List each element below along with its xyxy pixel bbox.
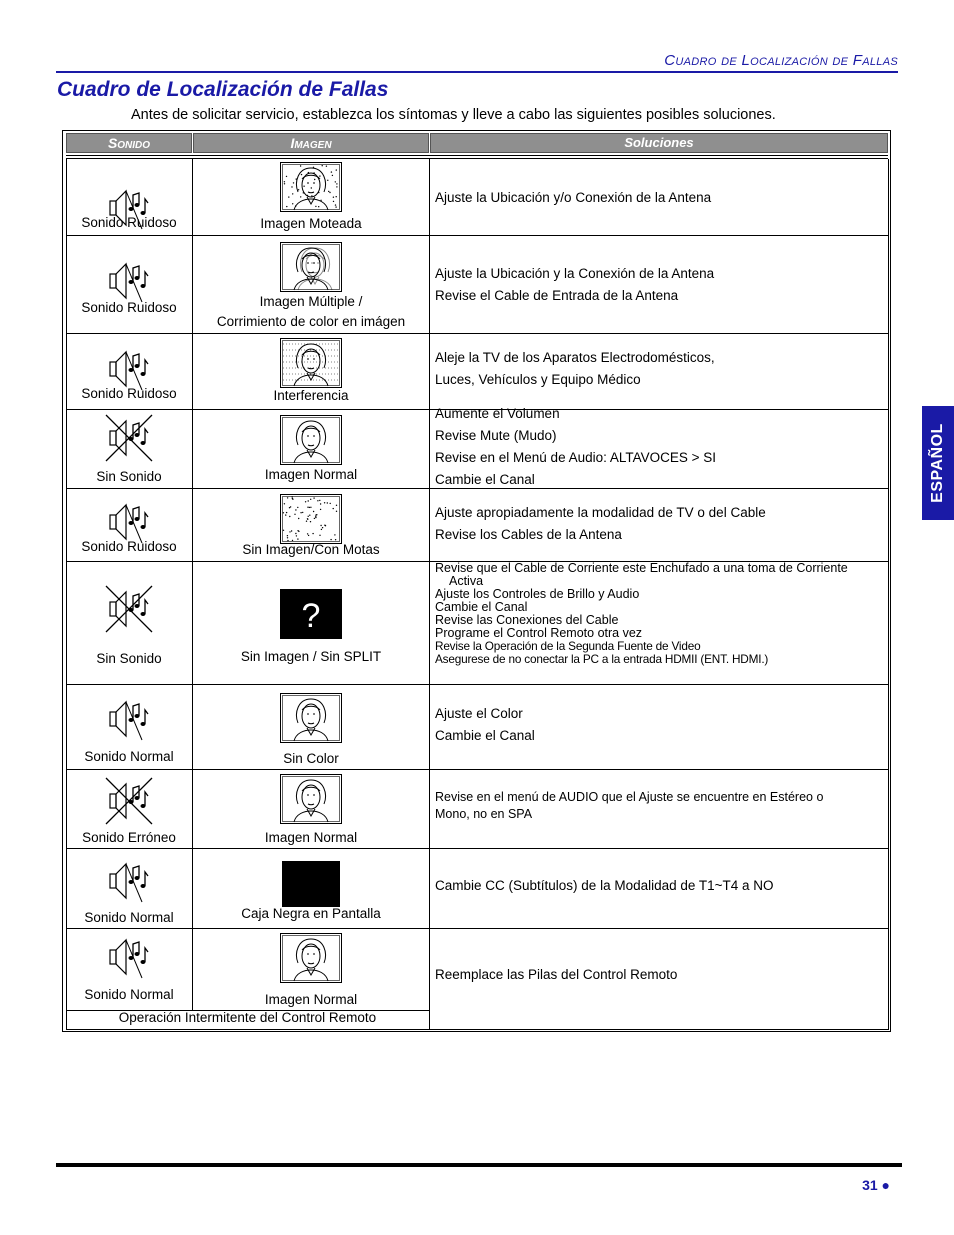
- language-tab: [922, 406, 954, 520]
- solution-item: Cambie el Canal: [435, 472, 535, 487]
- image-label: Imagen Normal: [264, 830, 358, 845]
- image-cell: [193, 562, 429, 684]
- solution-item: Cambie el Canal: [435, 600, 528, 614]
- speaker-icon: [104, 932, 154, 982]
- solution-item: Revise la Operación de la Segunda Fuente de Video: [435, 639, 701, 653]
- solution-item: Ajuste el Color: [435, 706, 523, 721]
- solution-item: Ajuste apropiadamente la modalidad de TV o del Cable: [435, 505, 766, 520]
- tv-normal-icon: [280, 415, 342, 465]
- table-row: [66, 406, 888, 488]
- speaker-noisy-icon: [104, 256, 154, 306]
- solutions-cell: [435, 489, 885, 561]
- image-label: Sin Imagen / Sin SPLIT: [240, 649, 382, 664]
- tv-normal-icon: [280, 774, 342, 824]
- running-header: Cuadro de Localización de Fallas: [664, 52, 898, 69]
- solution-item: Revise las Conexiones del Cable: [435, 613, 619, 627]
- solution-item: Cambie CC (Subtítulos) de la Modalidad de T1~T4 a NO: [435, 878, 774, 893]
- solutions-cell: [435, 562, 885, 684]
- image-label: Imagen Normal: [264, 467, 358, 482]
- image-label: Interferencia: [273, 388, 349, 403]
- column-header-solutions: Soluciones: [430, 133, 888, 153]
- table-row: [66, 685, 888, 769]
- sound-label: Sonido Ruidoso: [81, 386, 177, 401]
- sound-label: Sin Sonido: [96, 651, 162, 666]
- table-row: [66, 236, 888, 333]
- sound-label: Sin Sonido: [96, 469, 162, 484]
- image-cell: [193, 489, 429, 561]
- solution-item: Ajuste la Ubicación y/o Conexión de la Antena: [435, 190, 712, 205]
- table-row: [66, 489, 888, 561]
- column-header-sound: Sonido: [66, 133, 192, 153]
- image-label: Imagen Múltiple /: [259, 294, 363, 309]
- table-row: [66, 849, 888, 928]
- image-label: Sin Imagen/Con Motas: [242, 542, 380, 557]
- language-tab-label: ESPAÑOL: [929, 423, 946, 503]
- solutions-cell: [435, 406, 885, 488]
- solution-item: Activa: [449, 574, 484, 588]
- sound-cell: [66, 159, 192, 235]
- solution-item: Reemplace las Pilas del Control Remoto: [435, 967, 678, 982]
- image-cell: [193, 410, 429, 488]
- footer-rule: [56, 1163, 902, 1167]
- sound-cell: [66, 849, 192, 928]
- speaker-icon: [104, 856, 154, 906]
- row-footer-label: Operación Intermitente del Control Remoto: [118, 1010, 377, 1025]
- sound-cell: [66, 236, 192, 333]
- column-header-image: Imagen: [193, 133, 429, 153]
- solution-item: Aumente el Volumen: [435, 406, 560, 421]
- speaker-crossed-icon: [104, 413, 154, 463]
- image-cell: [193, 685, 429, 769]
- sound-label: Sonido Erróneo: [82, 830, 176, 845]
- sound-cell: [66, 489, 192, 561]
- tv-normal-icon: [280, 693, 342, 743]
- tv-speckled-icon: [280, 162, 342, 212]
- table-row: [66, 334, 888, 409]
- speaker-crossed-icon: [104, 776, 154, 826]
- image-label: Imagen Moteada: [260, 216, 362, 231]
- solutions-cell: [435, 685, 885, 769]
- solution-item: Revise en el menú de AUDIO que el Ajuste se encuentre en Estéreo o: [435, 790, 824, 804]
- solution-item: Cambie el Canal: [435, 728, 535, 743]
- header-rule: [56, 71, 898, 73]
- image-cell: [193, 334, 429, 409]
- sound-label: Sonido Ruidoso: [81, 300, 177, 315]
- solutions-cell: [435, 849, 885, 928]
- table-row: [66, 770, 888, 848]
- image-label: Sin Color: [283, 751, 339, 766]
- solution-item: Revise Mute (Mudo): [435, 428, 557, 443]
- solution-item: Mono, no en SPA: [435, 807, 533, 821]
- page-number: 31 ●: [862, 1177, 890, 1193]
- solution-item: Revise en el Menú de Audio: ALTAVOCES > SI: [435, 450, 717, 465]
- sound-cell: [66, 770, 192, 848]
- sound-label: Sonido Normal: [84, 987, 174, 1002]
- page-title: Cuadro de Localización de Fallas: [57, 78, 389, 101]
- image-label: Imagen Normal: [264, 992, 358, 1007]
- solution-item: Ajuste los Controles de Brillo y Audio: [435, 587, 640, 601]
- solution-item: Ajuste la Ubicación y la Conexión de la Antena: [435, 266, 715, 281]
- sound-cell: [66, 410, 192, 488]
- solution-item: Revise los Cables de la Antena: [435, 527, 622, 542]
- solution-item: Programe el Control Remoto otra vez: [435, 626, 643, 640]
- image-cell: [193, 236, 429, 333]
- header-divider: [66, 155, 888, 156]
- solution-item: Asegurese de no conectar la PC a la entrada HDMII (ENT. HDMI.): [435, 652, 769, 666]
- tv-interference-icon: [280, 338, 342, 388]
- sound-label: Sonido Ruidoso: [81, 539, 177, 554]
- tv-question-icon: [280, 589, 342, 639]
- solutions-cell: [435, 770, 885, 848]
- row-divider: [66, 1029, 888, 1030]
- tv-snow-icon: [280, 494, 342, 544]
- sound-label: Sonido Normal: [84, 910, 174, 925]
- solution-item: Revise que el Cable de Corriente este Enchufado a una toma de Corriente: [435, 561, 848, 575]
- tv-normal-icon: [280, 933, 342, 983]
- sound-cell: [66, 685, 192, 769]
- solution-item: Revise el Cable de Entrada de la Antena: [435, 288, 679, 303]
- image-label: Caja Negra en Pantalla: [241, 906, 381, 921]
- speaker-icon: [104, 694, 154, 744]
- solutions-cell: [435, 236, 885, 333]
- table-row: [66, 159, 888, 235]
- solutions-cell: [435, 334, 885, 409]
- tv-ghost-icon: [280, 242, 342, 292]
- solutions-cell: [435, 159, 885, 235]
- sound-label: Sonido Ruidoso: [81, 215, 177, 230]
- svg-text:?: ?: [301, 597, 321, 635]
- image-cell: [193, 849, 429, 928]
- solutions-cell: [435, 929, 885, 1029]
- sound-cell: [66, 334, 192, 409]
- column-divider: [888, 159, 889, 1030]
- image-label: Corrimiento de color en imágen: [216, 314, 406, 329]
- table-row: [66, 562, 888, 684]
- image-cell: [193, 770, 429, 848]
- solution-item: Luces, Vehículos y Equipo Médico: [435, 372, 641, 387]
- speaker-crossed-icon: [104, 584, 154, 634]
- sound-label: Sonido Normal: [84, 749, 174, 764]
- solution-item: Aleje la TV de los Aparatos Electrodomésticos,: [435, 350, 715, 365]
- sound-cell: [66, 562, 192, 684]
- image-cell: [193, 159, 429, 235]
- tv-black-box-icon: [280, 859, 342, 909]
- intro-text: Antes de solicitar servicio, establezca los síntomas y lleve a cabo las siguientes posibles soluciones.: [131, 107, 776, 123]
